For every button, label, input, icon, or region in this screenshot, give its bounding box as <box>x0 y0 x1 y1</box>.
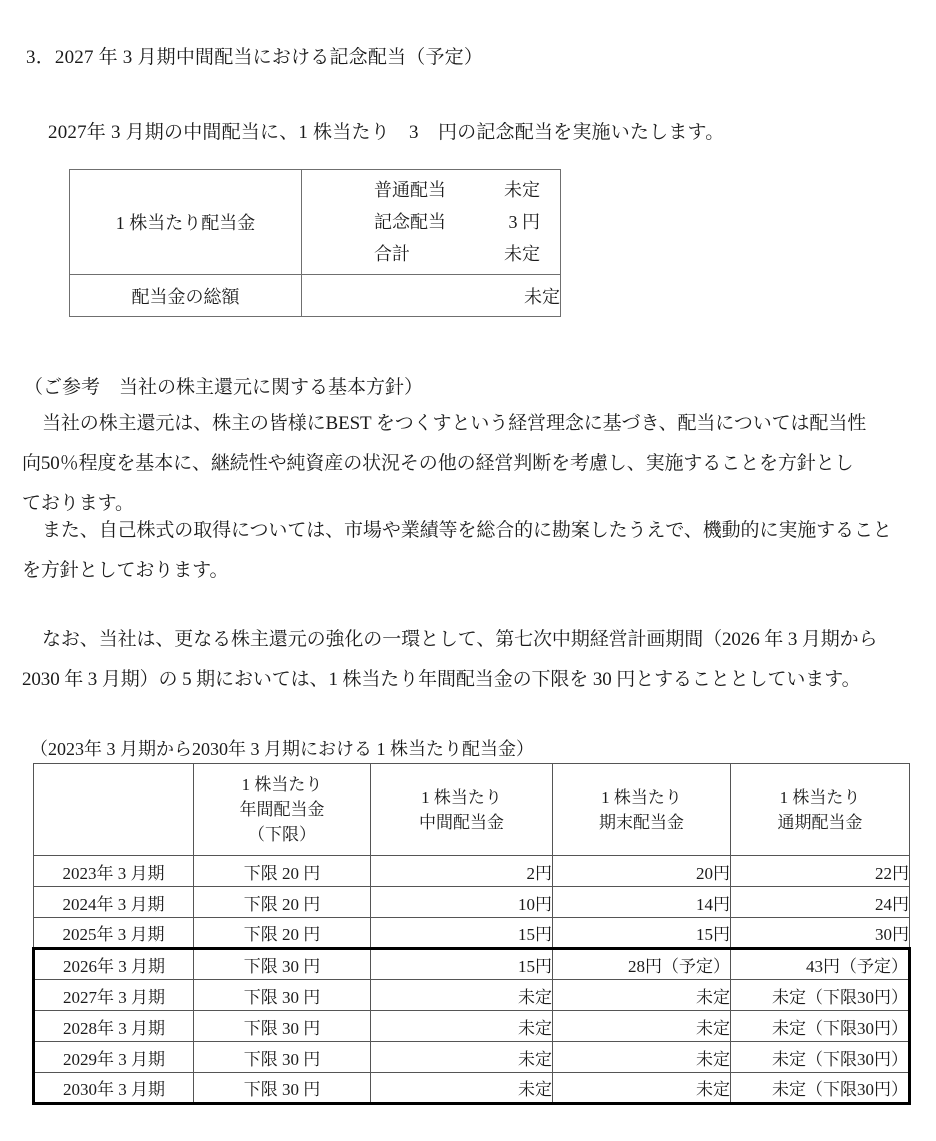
paragraph-line: 向50％程度を基本に、継続性や純資産の状況その他の経営判断を考慮し、実施することを方針とし <box>22 453 854 474</box>
cell-annual-floor: 下限 30 円 <box>194 1073 371 1104</box>
paragraph-line: 2030 年 3 月期）の 5 期においては、1 株当たり年間配当金の下限を 30 円とすることとしています。 <box>22 669 861 690</box>
cell-interim: 未定 <box>371 1011 553 1042</box>
cell-term-end: 未定 <box>553 1042 731 1073</box>
cell-interim: 未定 <box>371 980 553 1011</box>
table-row <box>34 918 910 949</box>
total-dividend-label: 配当金の総額 <box>70 275 302 317</box>
cell-fiscal-year: 2025年 3 月期 <box>34 918 194 949</box>
header-line: 1 株当たり <box>241 775 323 794</box>
paragraph-line: ております。 <box>22 493 134 514</box>
cell-term-end: 20円 <box>553 856 731 887</box>
dividend-line-value: 未定 <box>504 244 540 264</box>
cell-full-year: 24円 <box>731 887 910 918</box>
cell-interim: 10円 <box>371 887 553 918</box>
table-row <box>34 1073 910 1104</box>
cell-term-end: 15円 <box>553 918 731 949</box>
cell-fiscal-year: 2024年 3 月期 <box>34 887 194 918</box>
cell-term-end: 14円 <box>553 887 731 918</box>
cell-interim: 15円 <box>371 949 553 980</box>
dividend-history-caption: （2023年 3 月期から2030年 3 月期における 1 株当たり配当金） <box>30 739 534 759</box>
cell-term-end: 未定 <box>553 980 731 1011</box>
cell-full-year: 43円（予定） <box>731 949 910 980</box>
cell-fiscal-year: 2026年 3 月期 <box>34 949 194 980</box>
policy-paragraph <box>22 404 917 524</box>
column-header-full-year <box>731 764 910 856</box>
cell-fiscal-year: 2023年 3 月期 <box>34 856 194 887</box>
column-header-annual-floor <box>194 764 371 856</box>
cell-interim: 未定 <box>371 1073 553 1104</box>
cell-full-year: 未定（下限30円） <box>731 980 910 1011</box>
dividend-history-table <box>32 763 911 1105</box>
reference-heading: （ご参考 当社の株主還元に関する基本方針） <box>24 377 424 398</box>
table-row <box>34 949 910 980</box>
column-header-term-end <box>553 764 731 856</box>
dividend-summary-table <box>69 169 561 317</box>
dividend-line-label: 合計 <box>374 244 410 264</box>
cell-term-end: 未定 <box>553 1073 731 1104</box>
cell-term-end: 28円（予定） <box>553 949 731 980</box>
paragraph-line: を方針としております。 <box>22 560 229 581</box>
dividend-line-total <box>302 239 560 269</box>
dividend-line-label: 普通配当 <box>374 180 446 200</box>
per-share-dividend-label: 1 株当たり配当金 <box>70 170 302 275</box>
cell-full-year: 未定（下限30円） <box>731 1011 910 1042</box>
table-row <box>34 980 910 1011</box>
paragraph-line: また、自己株式の取得については、市場や業績等を総合的に勘案したうえで、機動的に実施すること <box>42 520 892 541</box>
column-header-fiscal-year <box>34 764 194 856</box>
dividend-floor-paragraph <box>22 620 917 700</box>
table-row <box>34 1011 910 1042</box>
table-header-row <box>34 764 910 856</box>
dividend-line-commemorative <box>302 207 560 237</box>
cell-annual-floor: 下限 30 円 <box>194 980 371 1011</box>
header-line: 年間配当金 <box>239 800 325 819</box>
cell-full-year: 未定（下限30円） <box>731 1073 910 1104</box>
header-line: 中間配当金 <box>419 812 504 832</box>
dividend-line-value: 3 円 <box>508 212 540 232</box>
intro-sentence: 2027年 3 月期の中間配当に、1 株当たり 3 円の記念配当を実施いたします。 <box>48 122 725 143</box>
cell-annual-floor: 下限 20 円 <box>194 918 371 949</box>
cell-full-year: 未定（下限30円） <box>731 1042 910 1073</box>
header-line: 通期配当金 <box>777 812 863 832</box>
cell-annual-floor: 下限 30 円 <box>194 1011 371 1042</box>
section-heading: 3．2027 年 3 月期中間配当における記念配当（予定） <box>26 47 484 68</box>
dividend-line-ordinary <box>302 175 560 205</box>
dividend-line-label: 記念配当 <box>374 212 446 232</box>
cell-fiscal-year: 2029年 3 月期 <box>34 1042 194 1073</box>
header-line: 1 株当たり <box>421 787 502 807</box>
table-row <box>34 887 910 918</box>
cell-full-year: 30円 <box>731 918 910 949</box>
column-header-interim <box>371 764 553 856</box>
cell-interim: 15円 <box>371 918 553 949</box>
header-line: （下限） <box>248 825 316 844</box>
table-row <box>70 170 561 275</box>
dividend-line-value: 未定 <box>504 180 540 200</box>
cell-annual-floor: 下限 20 円 <box>194 856 371 887</box>
table-row <box>34 856 910 887</box>
cell-interim: 未定 <box>371 1042 553 1073</box>
paragraph-line: なお、当社は、更なる株主還元の強化の一環として、第七次中期経営計画期間（2026 年 3 月期から <box>42 629 878 650</box>
table-row <box>70 275 561 317</box>
cell-annual-floor: 下限 30 円 <box>194 1042 371 1073</box>
total-dividend-value: 未定 <box>302 275 561 317</box>
cell-full-year: 22円 <box>731 856 910 887</box>
header-line: 1 株当たり <box>779 787 861 807</box>
cell-fiscal-year: 2028年 3 月期 <box>34 1011 194 1042</box>
cell-interim: 2円 <box>371 856 553 887</box>
cell-fiscal-year: 2027年 3 月期 <box>34 980 194 1011</box>
cell-annual-floor: 下限 30 円 <box>194 949 371 980</box>
header-line: 期末配当金 <box>599 812 684 832</box>
header-line: 1 株当たり <box>601 787 682 807</box>
table-row <box>34 1042 910 1073</box>
cell-term-end: 未定 <box>553 1011 731 1042</box>
cell-fiscal-year: 2030年 3 月期 <box>34 1073 194 1104</box>
paragraph-line: 当社の株主還元は、株主の皆様にBEST をつくすという経営理念に基づき、配当については配当性 <box>42 413 867 434</box>
cell-annual-floor: 下限 20 円 <box>194 887 371 918</box>
buyback-paragraph <box>22 511 917 591</box>
per-share-dividend-values <box>302 170 561 275</box>
